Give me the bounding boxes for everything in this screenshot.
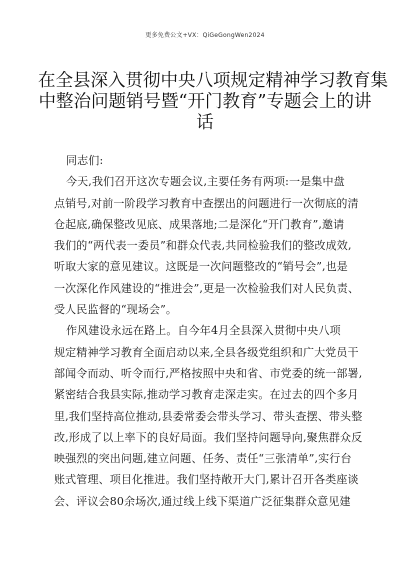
paragraph-line: 规定精神学习教育全面启动以来,全县各级党组织和广大党员干 — [54, 345, 359, 359]
paragraph-line: 作风建设永远在路上。自今年4月全县深入贯彻中央八项 — [66, 324, 341, 338]
paragraph-1 — [54, 171, 359, 320]
title-line: 在全县深入贯彻中央八项规定精神学习教育集 — [38, 71, 388, 91]
paragraph-line: 里,我们坚持高位推动,县委常委会带头学习、带头查摆、带头整 — [54, 409, 363, 423]
document-body — [54, 150, 363, 512]
paragraph-line: 映强烈的突出问题,建立问题、任务、责任“三张清单”,实行台 — [54, 452, 352, 466]
paragraph-line: 紧密结合我县实际,推动学习教育走深走实。在过去的四个多月 — [54, 388, 359, 402]
paragraph-line: 受人民监督的“现场会”。 — [54, 303, 178, 317]
title-line: 话 — [196, 113, 214, 133]
paragraph-line: 仓起底,确保整改见底、成果落地;二是深化“开门教育”,邀请 — [54, 217, 345, 231]
salutation: 同志们: — [66, 154, 104, 167]
header-watermark: 更多免费公文+VX：QiGeGongWen2024 — [145, 32, 265, 39]
paragraph-line: 今天,我们召开这次专题会议,主要任务有两项:一是集中盘 — [66, 175, 345, 189]
document-title — [38, 71, 388, 134]
paragraph-line: 会、评议会80余场次,通过线上线下渠道广泛征集群众意见建 — [54, 494, 351, 508]
paragraph-line: 部闻令而动、听令而行,严格按照中央和省、市党委的统一部署, — [54, 366, 363, 380]
paragraph-line: 我们的“两代表一委员”和群众代表,共同检验我们的整改成效, — [54, 239, 352, 253]
paragraph-2 — [54, 320, 363, 512]
paragraph-line: 改,形成了以上率下的良好局面。我们坚持问题导向,聚焦群众反 — [54, 430, 363, 444]
paragraph-line: 账式管理、项目化推进。我们坚持敞开大门,累计召开各类座谈 — [54, 473, 359, 487]
paragraph-line: 一次深化作风建设的“推进会”,更是一次检验我们对人民负责、 — [54, 281, 360, 295]
title-line: 中整治问题销号暨“开门教育”专题会上的讲 — [38, 92, 372, 112]
paragraph-line: 听取大家的意见建议。这既是一次问题整改的“销号会”,也是 — [54, 260, 348, 274]
paragraph-line: 点销号,对前一阶段学习教育中查摆出的问题进行一次彻底的清 — [54, 196, 359, 210]
